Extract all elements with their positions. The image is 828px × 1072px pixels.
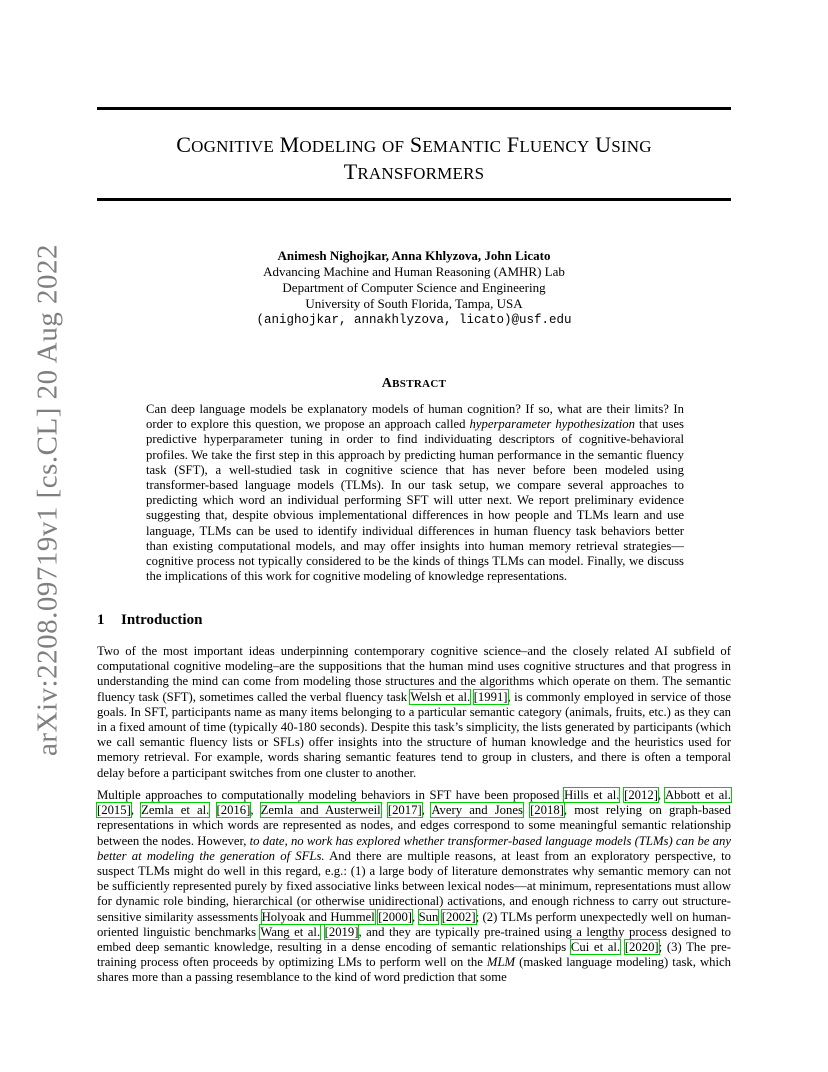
citation-link[interactable]: Abbott et al. — [665, 788, 731, 802]
citation-link[interactable]: [2002] — [441, 909, 476, 924]
arxiv-identifier-stamp: arXiv:2208.09719v1 [cs.CL] 20 Aug 2022 — [31, 244, 64, 756]
citation-link[interactable]: Zemla and Austerweil — [260, 803, 381, 818]
citation-link[interactable]: Wang et al. — [260, 924, 321, 939]
citation-link[interactable]: Sun — [418, 909, 439, 924]
paper-title-line-1: COGNITIVE MODELING OF SEMANTIC FLUENCY USING — [176, 132, 652, 157]
citation-link[interactable]: Hills et al. — [564, 788, 620, 802]
author-lab: Advancing Machine and Human Reasoning (AMHR) Lab — [263, 264, 565, 279]
citation-link[interactable]: [2019] — [324, 924, 359, 939]
citation-link[interactable]: Cui et al. — [570, 940, 621, 955]
citation-link[interactable]: [2017] — [387, 803, 422, 818]
title-rule-bottom — [97, 198, 731, 201]
section-heading-introduction: 1 Introduction — [97, 612, 203, 628]
intro-paragraph-1: Two of the most important ideas underpinning contemporary cognitive science–and the closely related AI subfield of computational cognitive modeling–are the suppositions that the human mind uses cognitive structures and that progress in understanding the mind can come from modeling those structures and the algorithms which operate on them. The semantic fluency task (SFT), sometimes called the verbal fluency task Welsh et al. [1991], is commonly employed in service of those goals. In SFT, participants name as many items belonging to a particular semantic category (animals, fruits, etc.) as they can in a fixed amount of time (typically 40-180 seconds). Despite this task’s simplicity, the lists generated by participants (which we call semantic fluency lists or SFLs) offer insights into the structure of human knowledge and the heuristics used for memory retrieval. For example, words sharing semantic features tend to group in clusters, and there is often a temporal delay before a participant switches from one cluster to another. — [97, 644, 731, 780]
citation-link[interactable]: [2016] — [216, 803, 251, 818]
citation-link[interactable]: [2018] — [530, 803, 564, 818]
abstract-text: Can deep language models be explanatory models of human cognition? If so, what are their limits? In order to explore this question, we propose an approach called hyperparameter hypothesization that uses predictive hyperparameter tuning in order to find individuating descriptors of cognitive-behavioral profiles. We take the first step in this approach by predicting human performance in the semantic fluency task (SFT), a well-studied task in cognitive science that has never before been modeled using transformer-based language models (TLMs). In our task setup, we compare several approaches to predicting which word an individual performing SFT will utter next. We report preliminary evidence suggesting that, despite obvious implementational differences in how people and TLMs learn and use language, TLMs can be used to identify individual differences in human fluency task behaviors better than existing computational models, and may offer insights into human memory retrieval strategies—cognitive process not typically considered to be the kinds of things TLMs can model. Finally, we discuss the implications of this work for cognitive modeling of knowledge representations. — [146, 402, 684, 584]
title-rule-top — [97, 107, 731, 110]
citation-link[interactable]: [2020] — [624, 940, 659, 955]
abstract-heading: ABSTRACT — [381, 376, 447, 391]
citation-link[interactable]: Zemla et al. — [141, 803, 210, 818]
citation-link[interactable]: Avery and Jones — [431, 803, 523, 818]
citation-link[interactable]: Holyoak and Hummel — [261, 909, 375, 924]
intro-paragraph-2: Multiple approaches to computationally modeling behaviors in SFT have been proposed Hills et al. [2012], Abbott et al. [2015], Zemla et al. [2016], Zemla and Austerweil [2017], Avery and Jones [2018], most relying on graph-based representations in which words are represented as nodes, and edges correspond to some meaningful semantic relationship between the nodes. However, to date, no work has explored whether transformer-based language models (TLMs) can be any better at modeling the generation of SFLs. And there are multiple reasons, at least from an exploratory perspective, to suspect TLMs might do well in this regard, e.g.: (1) a large body of literature demonstrates why semantic memory can not be sufficiently represented purely by fixed associative links between lexical nodes—at minimum, representations must allow for dynamic role binding, hierarchical (or otherwise unidirectional) activations, and enough richness to carry out structure-sensitive similarity assessments Holyoak and Hummel [2000], Sun [2002]; (2) TLMs perform unexpectedly well on human-oriented linguistic benchmarks Wang et al. [2019], and they are typically pre-trained using a lengthy process designed to embed deep semantic knowledge, resulting in a dense encoding of semantic relationships Cui et al. [2020]; (3) The pre-training process often proceeds by optimizing LMs to perform well on the MLM (masked language modeling) task, which shares more than a passing resemblance to the kind of word prediction that some — [97, 788, 731, 985]
citation-link[interactable]: [2015] — [97, 803, 131, 818]
author-department: Department of Computer Science and Engineering — [282, 280, 546, 295]
citation-link[interactable]: [2012] — [624, 788, 658, 802]
paper-title-line-2: TRANSFORMERS — [343, 159, 485, 184]
citation-link[interactable]: Welsh et al. — [410, 689, 471, 704]
author-block — [97, 248, 731, 328]
citation-link[interactable]: [1991] — [473, 689, 508, 704]
author-university: University of South Florida, Tampa, USA — [305, 296, 523, 311]
author-email[interactable]: (anighojkar, annakhlyzova, licato)@usf.edu — [256, 313, 572, 327]
author-names: Animesh Nighojkar, Anna Khlyzova, John Licato — [277, 248, 551, 263]
citation-link[interactable]: [2000] — [378, 909, 413, 924]
